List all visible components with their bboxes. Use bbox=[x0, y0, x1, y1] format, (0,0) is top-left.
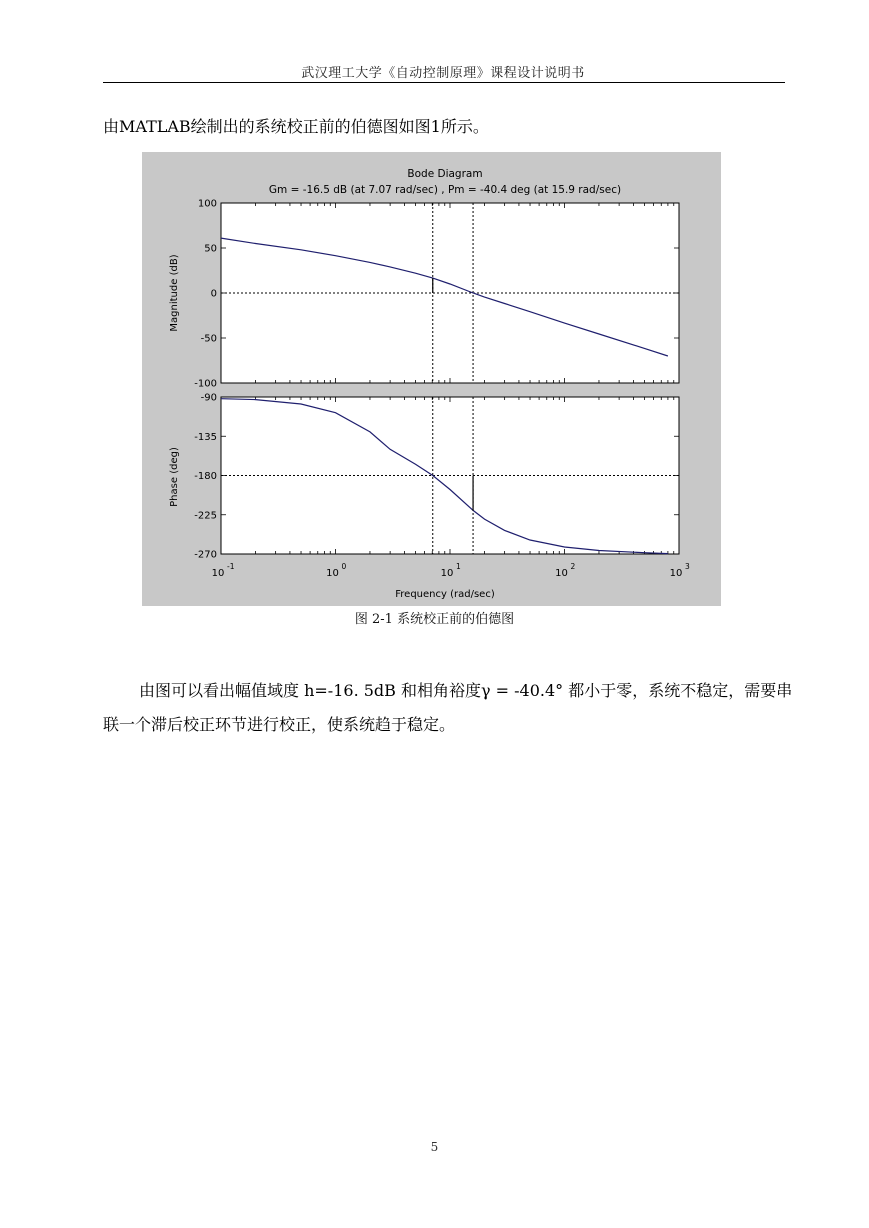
x-tick-label: 10 bbox=[211, 568, 225, 579]
x-tick-label: 10 bbox=[326, 568, 339, 579]
magnitude-y-tick-label: 0 bbox=[210, 288, 217, 300]
x-tick-exponent: 1 bbox=[456, 562, 461, 571]
bode-chart bbox=[142, 152, 721, 606]
intro-paragraph: 由MATLAB绘制出的系统校正前的伯德图如图1所示。 bbox=[103, 117, 489, 136]
magnitude-y-tick-label: 50 bbox=[204, 243, 217, 255]
x-axis-label: Frequency (rad/sec) bbox=[395, 589, 495, 600]
x-tick-label: 10 bbox=[669, 568, 683, 579]
chart-title: Bode Diagram bbox=[407, 168, 483, 180]
phase-y-tick-label: -270 bbox=[194, 549, 217, 561]
magnitude-y-tick-label: -100 bbox=[194, 378, 217, 390]
magnitude-y-tick-label: 100 bbox=[197, 198, 217, 210]
phase-y-tick-label: -225 bbox=[194, 510, 217, 522]
x-tick-label: 10 bbox=[440, 568, 454, 579]
page-number: 5 bbox=[430, 1140, 439, 1154]
figure-caption: 图 2-1 系统校正前的伯德图 bbox=[354, 612, 515, 627]
phase-y-tick-label: -90 bbox=[200, 392, 217, 404]
phase-y-tick-label: -180 bbox=[194, 471, 217, 482]
header-divider bbox=[103, 82, 785, 83]
chart-subtitle: Gm = -16.5 dB (at 7.07 rad/sec) , Pm = -40.4 deg (at 15.9 rad/sec) bbox=[268, 184, 622, 196]
bode-figure bbox=[142, 152, 721, 606]
magnitude-y-tick-label: -50 bbox=[200, 333, 217, 345]
phase-ylabel: Phase (deg) bbox=[169, 447, 180, 507]
x-tick-exponent: 2 bbox=[570, 562, 576, 571]
phase-y-tick-label: -135 bbox=[194, 431, 217, 443]
x-tick-exponent: 3 bbox=[685, 562, 690, 571]
magnitude-ylabel: Magnitude (dB) bbox=[169, 254, 180, 332]
running-header: 武汉理工大学《自动控制原理》课程设计说明书 bbox=[301, 66, 585, 81]
magnitude-panel bbox=[194, 199, 679, 390]
x-tick-exponent: -1 bbox=[227, 562, 235, 571]
body-paragraph: 由图可以看出幅值域度 h=-16. 5dB 和相角裕度γ = -40.4° 都小于零，系统不稳定，需要串联一个滞后校正环节进行校正，使系统趋于稳定。 bbox=[103, 681, 793, 734]
x-tick-exponent: 0 bbox=[341, 562, 347, 571]
phase-panel bbox=[194, 393, 679, 561]
x-tick-label: 10 bbox=[555, 568, 568, 579]
